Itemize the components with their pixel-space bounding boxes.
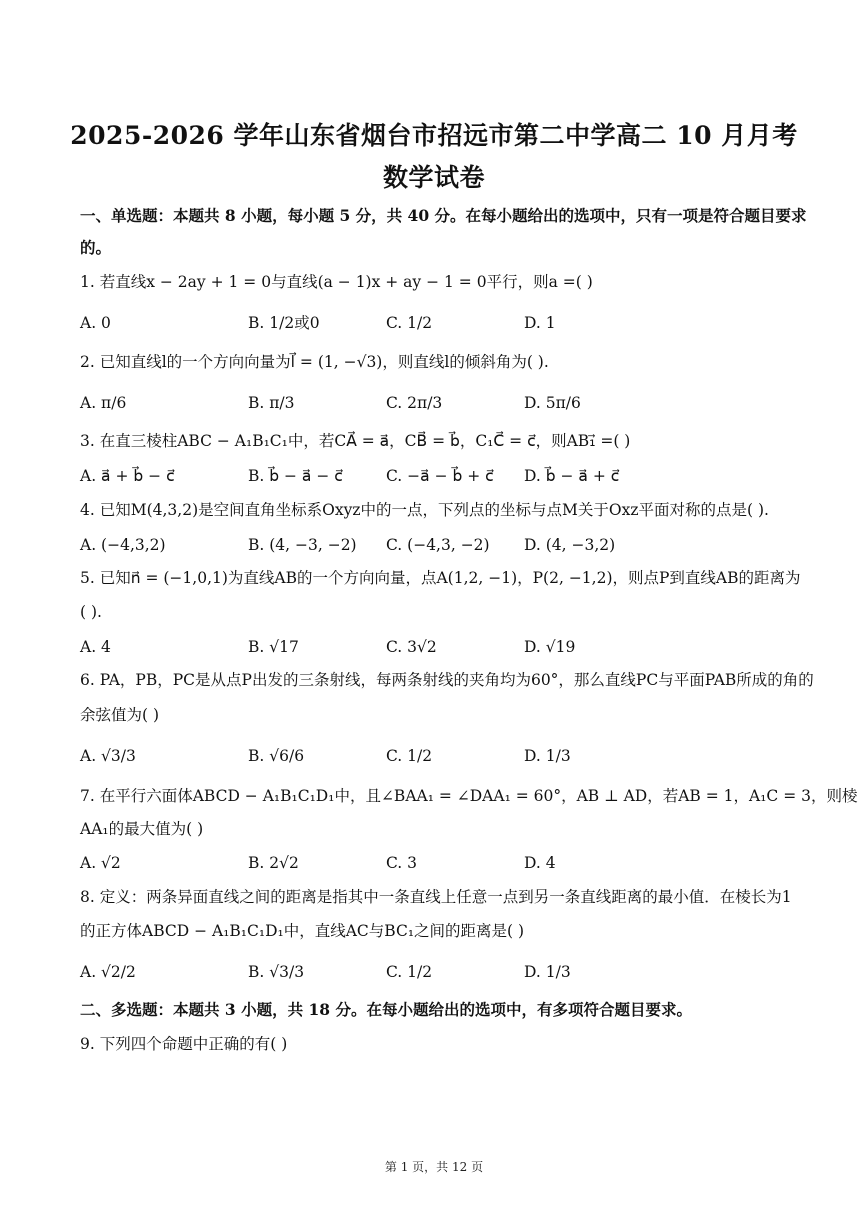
page-title: 2025-2026 学年山东省烟台市招远市第二中学高二 10 月月考 <box>70 121 798 150</box>
question-1: 1. 若直线x − 2ay + 1 = 0与直线(a − 1)x + ay − 1 = 0平行，则a =( ) <box>80 273 593 291</box>
q7-option-b: B. 2√2 <box>248 854 299 872</box>
section-1-heading-cont: 的。 <box>80 238 112 257</box>
question-2: 2. 已知直线l的一个方向向量为l⃗ = (1, −√3)，则直线l的倾斜角为( ). <box>80 353 549 371</box>
question-8-cont: 的正方体ABCD − A₁B₁C₁D₁中，直线AC与BC₁之间的距离是( ) <box>80 922 525 940</box>
question-5-cont: ( ). <box>80 603 102 621</box>
question-3: 3. 在直三棱柱ABC − A₁B₁C₁中，若CA⃗ = a⃗，CB⃗ = b⃗，C₁C⃗ = c⃗，则AB₁⃗ =( ) <box>80 432 631 450</box>
question-7: 7. 在平行六面体ABCD − A₁B₁C₁D₁中，且∠BAA₁ = ∠DAA₁ = 60°，AB ⊥ AD，若AB = 1，A₁C = 3，则棱 <box>80 787 858 805</box>
q2-option-a: A. π/6 <box>80 394 127 412</box>
question-7-cont: AA₁的最大值为( ) <box>80 820 204 838</box>
section-1-heading: 一、单选题：本题共 8 小题，每小题 5 分，共 40 分。在每小题给出的选项中，只有一项是符合题目要求 <box>80 206 807 225</box>
section-2-heading: 二、多选题：本题共 3 小题，共 18 分。在每小题给出的选项中，有多项符合题目要求。 <box>80 1000 692 1019</box>
q7-option-a: A. √2 <box>80 854 121 872</box>
q1-option-a: A. 0 <box>80 314 111 332</box>
q1-option-c: C. 1/2 <box>386 314 433 332</box>
q2-option-b: B. π/3 <box>248 394 295 412</box>
q7-option-d: D. 4 <box>524 854 556 872</box>
q5-option-b: B. √17 <box>248 638 299 656</box>
q5-option-d: D. √19 <box>524 638 576 656</box>
q8-option-d: D. 1/3 <box>524 963 571 981</box>
q4-option-a: A. (−4,3,2) <box>80 536 166 554</box>
q3-option-a: A. a⃗ + b⃗ − c⃗ <box>80 467 175 485</box>
q6-option-c: C. 1/2 <box>386 747 433 765</box>
page-subtitle: 数学试卷 <box>382 163 485 192</box>
question-6: 6. PA，PB，PC是从点P出发的三条射线，每两条射线的夹角均为60°，那么直线PC与平面PAB所成的角的 <box>80 671 814 689</box>
q5-option-a: A. 4 <box>80 638 111 656</box>
q4-option-d: D. (4, −3,2) <box>524 536 616 554</box>
question-4: 4. 已知M(4,3,2)是空间直角坐标系Oxyz中的一点，下列点的坐标与点M关于Oxz平面对称的点是( ). <box>80 501 769 519</box>
q3-option-c: C. −a⃗ − b⃗ + c⃗ <box>386 467 494 485</box>
question-5: 5. 已知n⃗ = (−1,0,1)为直线AB的一个方向向量，点A(1,2, −1)，P(2, −1,2)，则点P到直线AB的距离为 <box>80 569 801 587</box>
q6-option-d: D. 1/3 <box>524 747 571 765</box>
q8-option-b: B. √3/3 <box>248 963 305 981</box>
q2-option-c: C. 2π/3 <box>386 394 443 412</box>
q8-option-a: A. √2/2 <box>80 963 136 981</box>
q1-option-d: D. 1 <box>524 314 556 332</box>
q1-option-b: B. 1/2或0 <box>248 314 320 332</box>
q3-option-d: D. b⃗ − a⃗ + c⃗ <box>524 467 620 485</box>
q6-option-a: A. √3/3 <box>80 747 136 765</box>
question-8: 8. 定义：两条异面直线之间的距离是指其中一条直线上任意一点到另一条直线距离的最小值．在棱长为1 <box>80 888 792 906</box>
q2-option-d: D. 5π/6 <box>524 394 581 412</box>
q8-option-c: C. 1/2 <box>386 963 433 981</box>
q3-option-b: B. b⃗ − a⃗ − c⃗ <box>248 467 343 485</box>
q5-option-c: C. 3√2 <box>386 638 437 656</box>
q4-option-b: B. (4, −3, −2) <box>248 536 357 554</box>
page-footer: 第 1 页，共 12 页 <box>384 1160 484 1174</box>
question-9: 9. 下列四个命题中正确的有( ) <box>80 1035 288 1053</box>
q4-option-c: C. (−4,3, −2) <box>386 536 490 554</box>
q6-option-b: B. √6/6 <box>248 747 305 765</box>
q7-option-c: C. 3 <box>386 854 418 872</box>
question-6-cont: 余弦值为( ) <box>80 706 160 724</box>
